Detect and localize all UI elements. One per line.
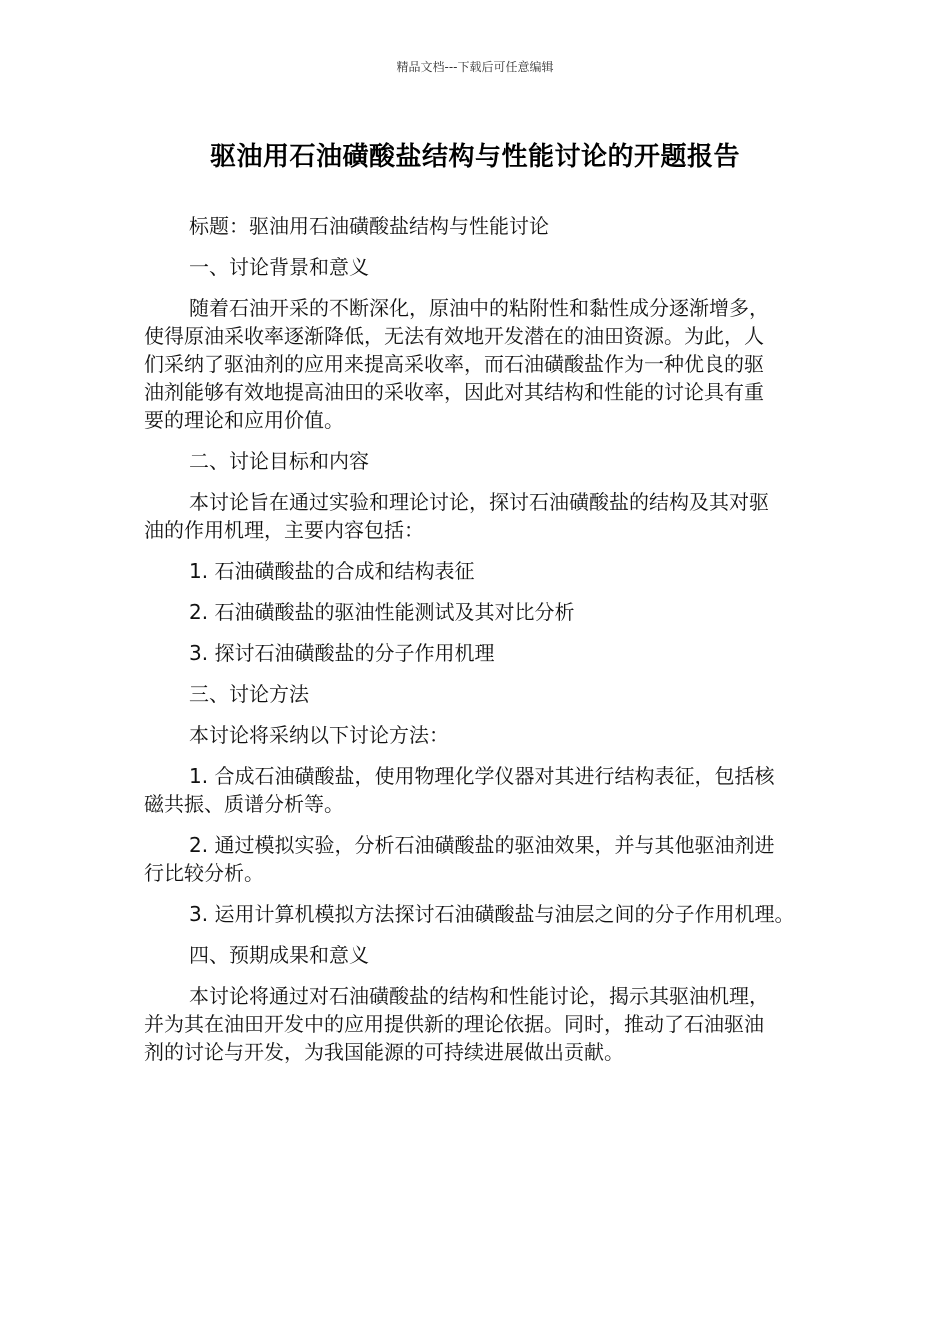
- list-item: [144, 762, 814, 818]
- section-heading-methods: [144, 680, 814, 708]
- text-line: 3. 运用计算机模拟方法探讨石油磺酸盐与油层之间的分子作用机理。: [189, 902, 795, 926]
- text-line: 随着石油开采的不断深化，原油中的粘附性和黏性成分逐渐增多，: [189, 296, 769, 320]
- text-line: 要的理论和应用价值。: [144, 408, 344, 432]
- paragraph-methods-intro: [144, 721, 814, 749]
- text-line: 油剂能够有效地提高油田的采收率，因此对其结构和性能的讨论具有重: [144, 380, 764, 404]
- text-line: 三、讨论方法: [189, 682, 309, 706]
- text-line: 2. 通过模拟实验，分析石油磺酸盐的驱油效果，并与其他驱油剂进: [189, 833, 775, 857]
- text-line: 本讨论将采纳以下讨论方法：: [189, 723, 449, 747]
- document-body: [144, 212, 814, 1079]
- header-note: 精品文档---下载后可任意编辑: [396, 60, 554, 74]
- list-item: [144, 557, 814, 585]
- paragraph-background: [144, 294, 814, 434]
- text-line: 1. 合成石油磺酸盐，使用物理化学仪器对其进行结构表征，包括核: [189, 764, 775, 788]
- text-line: 行比较分析。: [144, 861, 264, 885]
- text-line: 剂的讨论与开发，为我国能源的可持续进展做出贡献。: [144, 1040, 624, 1064]
- text-line: 磁共振、质谱分析等。: [144, 792, 344, 816]
- text-line: 2. 石油磺酸盐的驱油性能测试及其对比分析: [189, 600, 575, 624]
- text-line: 1. 石油磺酸盐的合成和结构表征: [189, 559, 475, 583]
- paragraph-goals: [144, 488, 814, 544]
- section-heading-outcomes: [144, 941, 814, 969]
- list-item: [144, 598, 814, 626]
- document-title: 驱油用石油磺酸盐结构与性能讨论的开题报告: [209, 142, 740, 172]
- text-line: 标题：驱油用石油磺酸盐结构与性能讨论: [189, 214, 549, 238]
- paragraph-outcomes: [144, 982, 814, 1066]
- subject-line: [144, 212, 814, 240]
- list-item: [144, 900, 814, 928]
- text-line: 一、讨论背景和意义: [189, 255, 369, 279]
- text-line: 并为其在油田开发中的应用提供新的理论依据。同时，推动了石油驱油: [144, 1012, 764, 1036]
- section-heading-background: [144, 253, 814, 281]
- text-line: 3. 探讨石油磺酸盐的分子作用机理: [189, 641, 495, 665]
- list-item: [144, 639, 814, 667]
- text-line: 油的作用机理，主要内容包括：: [144, 518, 424, 542]
- text-line: 本讨论将通过对石油磺酸盐的结构和性能讨论，揭示其驱油机理，: [189, 984, 769, 1008]
- text-line: 二、讨论目标和内容: [189, 449, 369, 473]
- text-line: 本讨论旨在通过实验和理论讨论，探讨石油磺酸盐的结构及其对驱: [189, 490, 769, 514]
- text-line: 使得原油采收率逐渐降低，无法有效地开发潜在的油田资源。为此，人: [144, 324, 764, 348]
- text-line: 们采纳了驱油剂的应用来提高采收率，而石油磺酸盐作为一种优良的驱: [144, 352, 764, 376]
- text-line: 四、预期成果和意义: [189, 943, 369, 967]
- list-item: [144, 831, 814, 887]
- section-heading-goals: [144, 447, 814, 475]
